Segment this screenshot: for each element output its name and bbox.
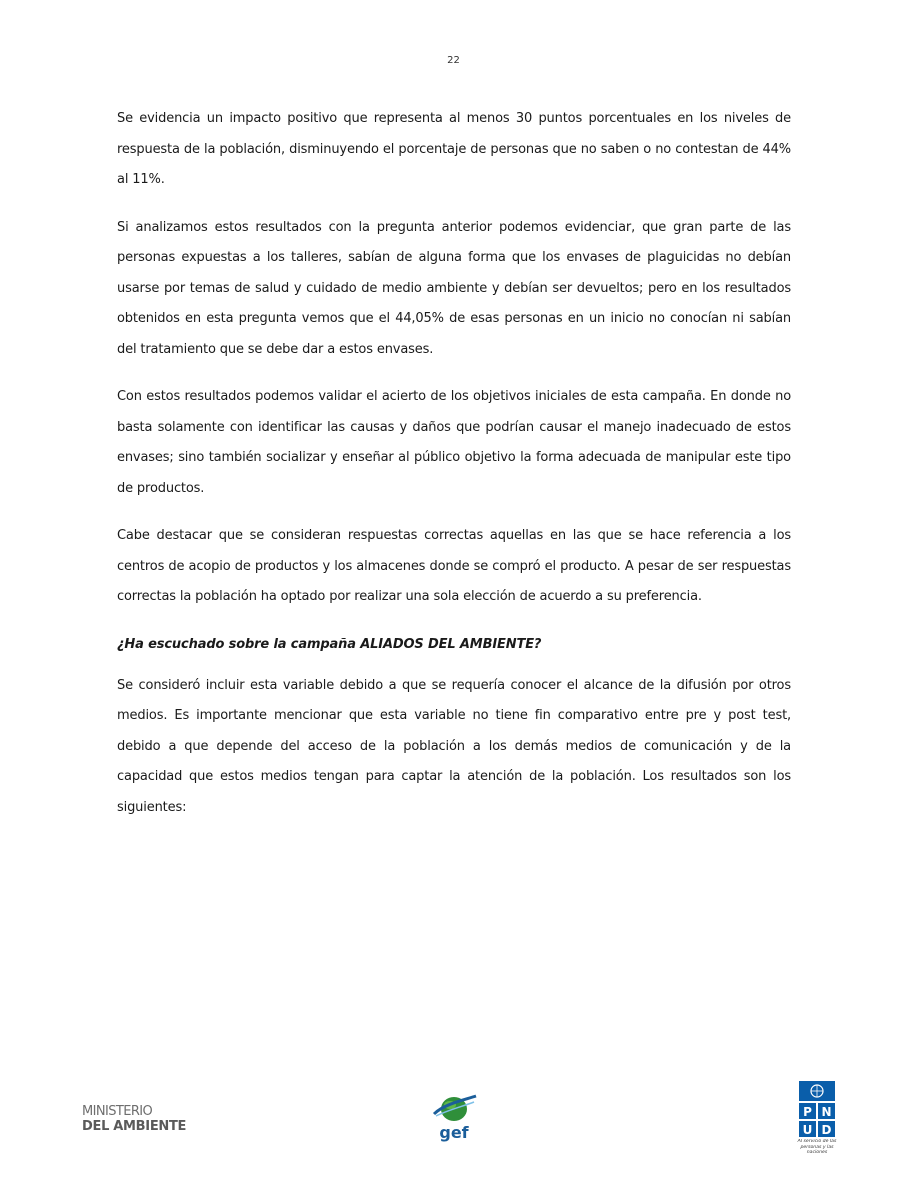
- pnud-letter-p: P: [803, 1105, 812, 1119]
- paragraph-4: Cabe destacar que se consideran respuestas correctas aquellas en las que se hace referencia a los centros de acopio de productos y los almacenes donde se compró el producto. A pesar de ser respuestas correctas la población ha optado por realizar una sola elección de acuerdo a su preferencia.: [117, 528, 791, 604]
- pnud-letter-n: N: [821, 1105, 832, 1119]
- pnud-logo: [797, 1079, 837, 1163]
- gef-label: gef: [439, 1123, 469, 1142]
- document-body: [117, 104, 791, 840]
- pnud-tagline: Al servicio de las personas y las naciones: [797, 1139, 837, 1155]
- pnud-emblem: [797, 1079, 837, 1163]
- page-number: 22: [447, 55, 460, 66]
- gef-globe-icon: [430, 1092, 478, 1142]
- ministerio-logo-line2: DEL AMBIENTE: [82, 1119, 187, 1134]
- section-heading: ¿Ha escuchado sobre la campaña ALIADOS DEL AMBIENTE?: [117, 636, 542, 652]
- pnud-letter-d: D: [821, 1123, 832, 1137]
- section-paragraph: Se consideró incluir esta variable debido a que se requería conocer el alcance de la difusión por otros medios. Es importante mencionar que esta variable no tiene fin comparativo entre pre y post test, debido a que depende del acceso de la población a los demás medios de comunicación y de la capacidad que estos medios tengan para captar la atención de la población. Los resultados son los siguientes:: [117, 677, 791, 815]
- ministerio-ambiente-logo: [82, 1104, 202, 1138]
- paragraph-1: Se evidencia un impacto positivo que representa al menos 30 puntos porcentuales en los niveles de respuesta de la población, disminuyendo el porcentaje de personas que no saben o no contestan de 44% al 11%.: [117, 111, 791, 187]
- paragraph-3: Con estos resultados podemos validar el acierto de los objetivos iniciales de esta campaña. En donde no basta solamente con identificar las causas y daños que podrían causar el manejo inadecuado de estos envases; sino también socializar y enseñar al público objetivo la forma adecuada de manipular este tipo de productos.: [117, 389, 791, 496]
- paragraph-2: Si analizamos estos resultados con la pregunta anterior podemos evidenciar, que gran parte de las personas expuestas a los talleres, sabían de alguna forma que los envases de plaguicidas no debían usarse por temas de salud y cuidado de medio ambiente y debían ser devueltos; pero en los resultados obtenidos en esta pregunta vemos que el 44,05% de esas personas en un inicio no conocían ni sabían del tratamiento que se debe dar a estos envases.: [117, 219, 791, 357]
- pnud-letter-u: U: [802, 1123, 813, 1137]
- gef-logo: [430, 1092, 478, 1142]
- ministerio-logo-line1: MINISTERIO: [82, 1104, 153, 1119]
